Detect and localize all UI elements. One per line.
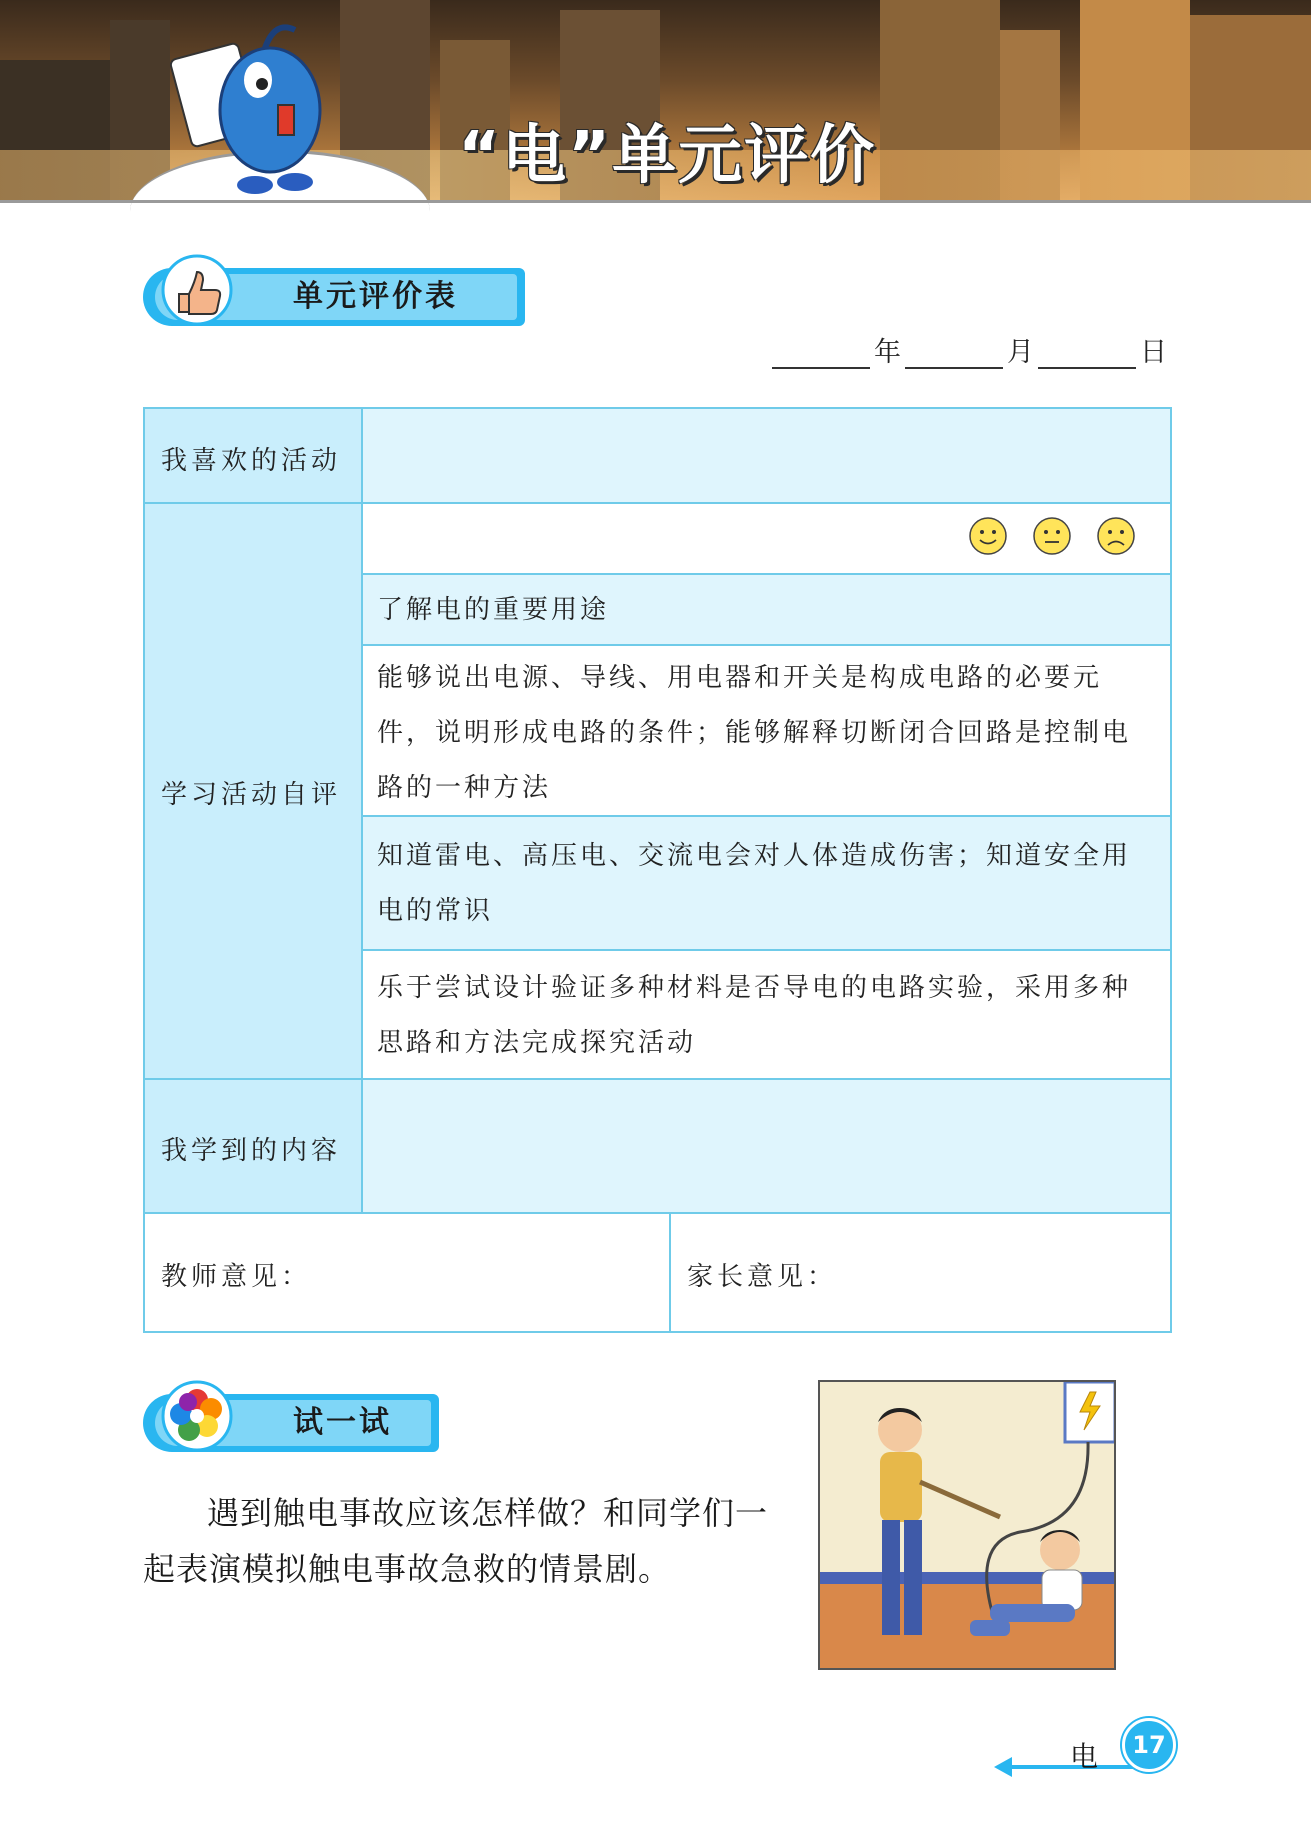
section-label-try (143, 1394, 439, 1452)
smiley-sad-icon[interactable] (1096, 516, 1136, 556)
rating-header-row (361, 502, 1172, 575)
label-cell-learned (143, 1078, 363, 1214)
self-eval-item-text: 知道雷电、高压电、交流电会对人体造成伤害；知道安全用电的常识 (377, 841, 1132, 926)
self-eval-item (361, 644, 1172, 817)
evaluation-table (143, 407, 1170, 1333)
page-title: “电”单元评价 (458, 119, 877, 193)
self-eval-item (361, 573, 1172, 646)
date-line (768, 330, 1167, 369)
day-blank[interactable] (1038, 337, 1136, 369)
page-number: 17 (1122, 1718, 1176, 1772)
section-label-evaluation (143, 268, 525, 326)
section-label-text: 试一试 (293, 1405, 392, 1440)
teacher-opinion-field[interactable] (143, 1212, 671, 1333)
mascot-icon (170, 10, 340, 210)
parent-opinion-field[interactable] (669, 1212, 1172, 1333)
label-liked-activities: 我喜欢的活动 (161, 446, 342, 476)
try-activity-text: 遇到触电事故应该怎样做？和同学们一起表演模拟触电事故急救的情景剧。 (143, 1494, 769, 1588)
month-blank[interactable] (905, 337, 1003, 369)
teacher-opinion-label: 教师意见： (161, 1262, 312, 1292)
label-cell-liked (143, 407, 363, 504)
parent-opinion-label: 家长意见： (687, 1262, 838, 1292)
label-learned-content: 我学到的内容 (161, 1136, 342, 1166)
section-label-text: 单元评价表 (293, 279, 458, 314)
self-eval-item-text: 了解电的重要用途 (377, 595, 610, 625)
month-label: 月 (1007, 337, 1034, 368)
liked-activities-field[interactable] (361, 407, 1172, 504)
rating-scale (968, 516, 1136, 556)
flower-icon (161, 1380, 233, 1452)
label-cell-self-eval (143, 502, 363, 1080)
footer-unit-label: 电 (1070, 1740, 1099, 1773)
label-self-evaluation: 学习活动自评 (161, 780, 342, 810)
self-eval-item (361, 815, 1172, 951)
smiley-happy-icon[interactable] (968, 516, 1008, 556)
self-eval-item (361, 949, 1172, 1080)
self-eval-item-text: 乐于尝试设计验证多种材料是否导电的电路实验，采用多种思路和方法完成探究活动 (377, 973, 1132, 1058)
learned-content-field[interactable] (361, 1078, 1172, 1214)
thumbs-up-icon (161, 254, 233, 326)
year-label: 年 (874, 337, 901, 368)
self-eval-item-text: 能够说出电源、导线、用电器和开关是构成电路的必要元件，说明形成电路的条件；能够解释切断闭合回路是控制电路的一种方法 (377, 663, 1132, 803)
day-label: 日 (1140, 337, 1167, 368)
year-blank[interactable] (772, 337, 870, 369)
smiley-neutral-icon[interactable] (1032, 516, 1072, 556)
electric-shock-rescue-illustration (818, 1380, 1116, 1670)
